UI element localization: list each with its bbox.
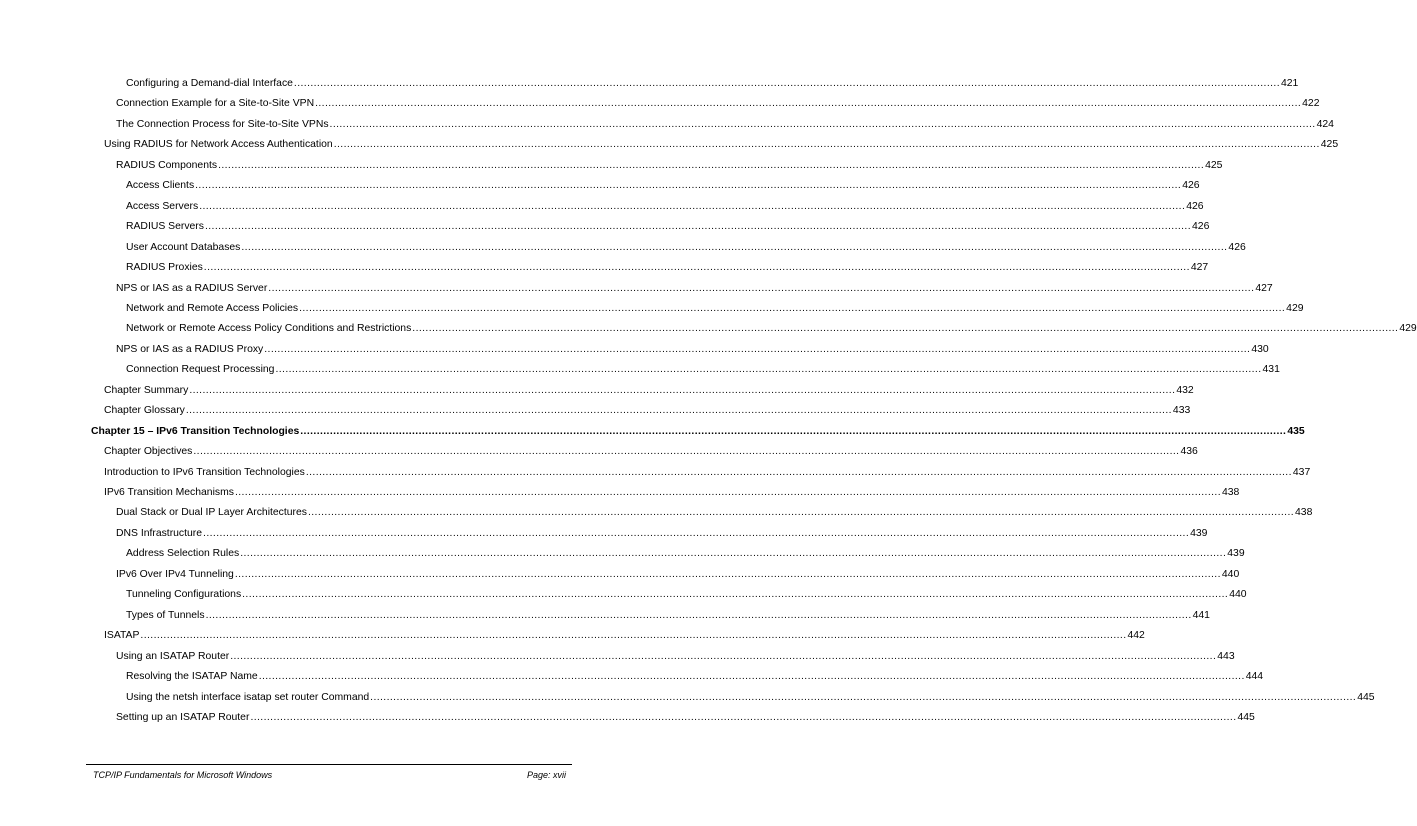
toc-dot-leader: ............................................................................................................................................................................................................................................................................................................ <box>203 527 1190 539</box>
toc-entry[interactable] <box>0 688 1375 704</box>
toc-entry-title: Chapter Glossary <box>104 405 185 417</box>
toc-entry-page: 426 <box>1192 221 1210 233</box>
toc-entry-title: NPS or IAS as a RADIUS Server <box>116 282 268 294</box>
toc-entry-page: 429 <box>1399 323 1417 335</box>
toc-entry-page: 424 <box>1316 118 1334 130</box>
toc-entry-title: Chapter Summary <box>104 384 189 396</box>
toc-entry[interactable] <box>0 135 1339 151</box>
toc-entry[interactable] <box>0 606 1210 622</box>
toc-dot-leader: ............................................................................................................................................................................................................................................................................................................ <box>240 548 1227 560</box>
toc-entry-title: Address Selection Rules <box>126 548 240 560</box>
toc-dot-leader: ............................................................................................................................................................................................................................................................................................................ <box>203 262 1190 274</box>
toc-dot-leader: ............................................................................................................................................................................................................................................................................................................ <box>204 221 1192 233</box>
toc-dot-leader: ............................................................................................................................................................................................................................................................................................................ <box>293 78 1280 89</box>
toc-entry-title: Connection Request Processing <box>126 364 275 376</box>
footer-rule <box>86 764 572 765</box>
toc-dot-leader: ............................................................................................................................................................................................................................................................................................................ <box>230 650 1217 662</box>
toc-dot-leader: ............................................................................................................................................................................................................................................................................................................ <box>140 630 1127 642</box>
toc-entry[interactable] <box>0 381 1194 397</box>
toc-entry-title: The Connection Process for Site-to-Site VPNs <box>116 118 329 130</box>
toc-entry[interactable] <box>0 647 1235 663</box>
toc-dot-leader: ............................................................................................................................................................................................................................................................................................................ <box>275 364 1262 376</box>
toc-entry[interactable] <box>0 565 1240 581</box>
toc-entry-title: ISATAP <box>104 630 140 642</box>
toc-entry[interactable] <box>0 360 1280 376</box>
toc-entry[interactable] <box>0 667 1264 683</box>
page-footer <box>93 770 566 780</box>
toc-entry-title: Access Clients <box>126 180 195 192</box>
toc-entry-page: 442 <box>1127 630 1145 642</box>
toc-entry[interactable] <box>0 463 1311 479</box>
toc-entry[interactable] <box>0 176 1200 192</box>
toc-entry-page: 437 <box>1292 466 1311 478</box>
toc-dot-leader: ............................................................................................................................................................................................................................................................................................................ <box>193 446 1180 458</box>
toc-entry[interactable] <box>0 626 1145 642</box>
toc-dot-leader: ............................................................................................................................................................................................................................................................................................................ <box>412 323 1399 335</box>
toc-dot-leader: ............................................................................................................................................................................................................................................................................................................ <box>218 159 1205 171</box>
toc-dot-leader: ............................................................................................................................................................................................................................................................................................................ <box>264 343 1251 355</box>
toc-entry-title: Access Servers <box>126 200 199 212</box>
toc-dot-leader: ............................................................................................................................................................................................................................................................................................................ <box>333 139 1320 151</box>
toc-entry-title: Network or Remote Access Policy Conditions and Restrictions <box>126 323 412 335</box>
toc-dot-leader: ............................................................................................................................................................................................................................................................................................................ <box>234 487 1221 498</box>
toc-dot-leader: ............................................................................................................................................................................................................................................................................................................ <box>189 384 1176 396</box>
toc-entry-title: RADIUS Proxies <box>126 262 203 274</box>
toc-dot-leader: ............................................................................................................................................................................................................................................................................................................ <box>234 568 1221 580</box>
toc-entry-title: Types of Tunnels <box>126 609 205 621</box>
toc-dot-leader: ............................................................................................................................................................................................................................................................................................................ <box>195 180 1182 192</box>
toc-dot-leader: ............................................................................................................................................................................................................................................................................................................ <box>305 466 1292 478</box>
toc-entry-page: 440 <box>1229 589 1247 601</box>
toc-entry-title: Using RADIUS for Network Access Authentication <box>104 139 333 151</box>
toc-entry[interactable] <box>0 299 1304 315</box>
toc-entry[interactable] <box>0 544 1245 560</box>
toc-entry[interactable] <box>0 442 1198 458</box>
toc-entry-page: 427 <box>1190 262 1209 274</box>
toc-entry[interactable] <box>0 524 1208 540</box>
toc-dot-leader: ............................................................................................................................................................................................................................................................................................................ <box>258 671 1245 683</box>
toc-entry-page: 426 <box>1186 200 1204 212</box>
toc-entry[interactable] <box>0 422 1305 438</box>
toc-entry-page: 426 <box>1228 241 1246 253</box>
toc-entry-page: 439 <box>1190 527 1208 539</box>
toc-dot-leader: ............................................................................................................................................................................................................................................................................................................ <box>315 98 1302 110</box>
toc-entry-title: Dual Stack or Dual IP Layer Architectures <box>116 507 307 519</box>
toc-entry-title: Network and Remote Access Policies <box>126 302 299 314</box>
toc-dot-leader: ............................................................................................................................................................................................................................................................................................................ <box>268 282 1255 294</box>
toc-entry-title: NPS or IAS as a RADIUS Proxy <box>116 343 264 355</box>
toc-dot-leader: ............................................................................................................................................................................................................................................................................................................ <box>370 691 1357 703</box>
toc-entry-title: Using an ISATAP Router <box>116 650 230 662</box>
toc-dot-leader: ............................................................................................................................................................................................................................................................................................................ <box>250 711 1237 723</box>
toc-entry[interactable] <box>0 217 1210 233</box>
toc-entry-page: 445 <box>1237 711 1255 723</box>
toc-entry-page: 432 <box>1176 384 1194 396</box>
toc-entry[interactable] <box>0 258 1209 274</box>
toc-entry-page: 431 <box>1262 364 1280 376</box>
toc-entry-title: RADIUS Components <box>116 159 218 171</box>
toc-entry[interactable] <box>0 585 1247 601</box>
toc-entry[interactable] <box>0 94 1320 110</box>
toc-entry[interactable] <box>0 319 1417 335</box>
toc-dot-leader: ............................................................................................................................................................................................................................................................................................................ <box>199 200 1186 212</box>
toc-dot-leader: ............................................................................................................................................................................................................................................................................................................ <box>300 425 1287 437</box>
toc-dot-leader: ............................................................................................................................................................................................................................................................................................................ <box>329 118 1316 130</box>
toc-entry-page: 445 <box>1357 691 1375 703</box>
toc-entry-page: 430 <box>1251 343 1269 355</box>
toc-entry-page: 425 <box>1320 139 1339 151</box>
toc-entry-title: Chapter Objectives <box>104 446 193 458</box>
toc-entry-title: Resolving the ISATAP Name <box>126 671 258 683</box>
toc-entry[interactable] <box>0 340 1269 356</box>
toc-entry[interactable] <box>0 279 1273 295</box>
toc-entry-page: 438 <box>1295 507 1313 519</box>
toc-entry-page: 440 <box>1221 568 1240 580</box>
toc-entry-page: 441 <box>1192 609 1210 621</box>
toc-dot-leader: ............................................................................................................................................................................................................................................................................................................ <box>242 589 1229 601</box>
toc-entry-title: IPv6 Over IPv4 Tunneling <box>116 568 234 580</box>
toc-entry-page: 429 <box>1286 302 1304 314</box>
toc-entry-title: Connection Example for a Site-to-Site VPN <box>116 98 315 110</box>
toc-dot-leader: ............................................................................................................................................................................................................................................................................................................ <box>185 405 1172 417</box>
toc-dot-leader: ............................................................................................................................................................................................................................................................................................................ <box>307 507 1295 519</box>
toc-entry[interactable] <box>0 197 1204 213</box>
toc-entry[interactable] <box>0 401 1191 417</box>
toc-entry-title: Setting up an ISATAP Router <box>116 711 250 723</box>
toc-dot-leader: ............................................................................................................................................................................................................................................................................................................ <box>299 302 1286 314</box>
toc-dot-leader: ............................................................................................................................................................................................................................................................................................................ <box>241 241 1228 253</box>
toc-entry-title: Chapter 15 – IPv6 Transition Technologies <box>91 425 300 437</box>
toc-entry-page: 444 <box>1245 671 1264 683</box>
toc-entry[interactable] <box>0 74 1299 90</box>
toc-entry[interactable] <box>0 503 1313 519</box>
toc-entry-title: Tunneling Configurations <box>126 589 242 601</box>
toc-entry-page: 438 <box>1222 487 1240 498</box>
toc-entry-page: 443 <box>1217 650 1235 662</box>
toc-entry[interactable] <box>0 483 1240 499</box>
toc-entry-page: 421 <box>1280 78 1299 89</box>
toc-entry-page: 427 <box>1255 282 1273 294</box>
footer-book-title: TCP/IP Fundamentals for Microsoft Windows <box>93 770 273 780</box>
toc-entry-page: 435 <box>1287 425 1305 437</box>
toc-entry[interactable] <box>0 156 1223 172</box>
toc-entry-title: User Account Databases <box>126 241 241 253</box>
toc-entry-title: Configuring a Demand-dial Interface <box>126 78 293 89</box>
toc-entry[interactable] <box>0 238 1246 254</box>
toc-entry-page: 425 <box>1205 159 1223 171</box>
toc-entry-page: 433 <box>1172 405 1191 417</box>
toc-entry-page: 422 <box>1302 98 1320 110</box>
toc-entry-title: Introduction to IPv6 Transition Technologies <box>104 466 305 478</box>
toc-entry-title: IPv6 Transition Mechanisms <box>104 487 234 498</box>
toc-entry-page: 436 <box>1180 446 1198 458</box>
toc-entry-page: 439 <box>1227 548 1245 560</box>
toc-entry-title: DNS Infrastructure <box>116 527 203 539</box>
toc-entry[interactable] <box>0 115 1334 131</box>
toc-entry-title: Using the netsh interface isatap set router Command <box>126 691 370 703</box>
toc-entry-title: RADIUS Servers <box>126 221 204 233</box>
toc-entry[interactable] <box>0 708 1255 724</box>
toc-entry-page: 426 <box>1182 180 1200 192</box>
footer-page-number: Page: xvii <box>526 770 566 780</box>
toc-dot-leader: ............................................................................................................................................................................................................................................................................................................ <box>205 609 1192 621</box>
